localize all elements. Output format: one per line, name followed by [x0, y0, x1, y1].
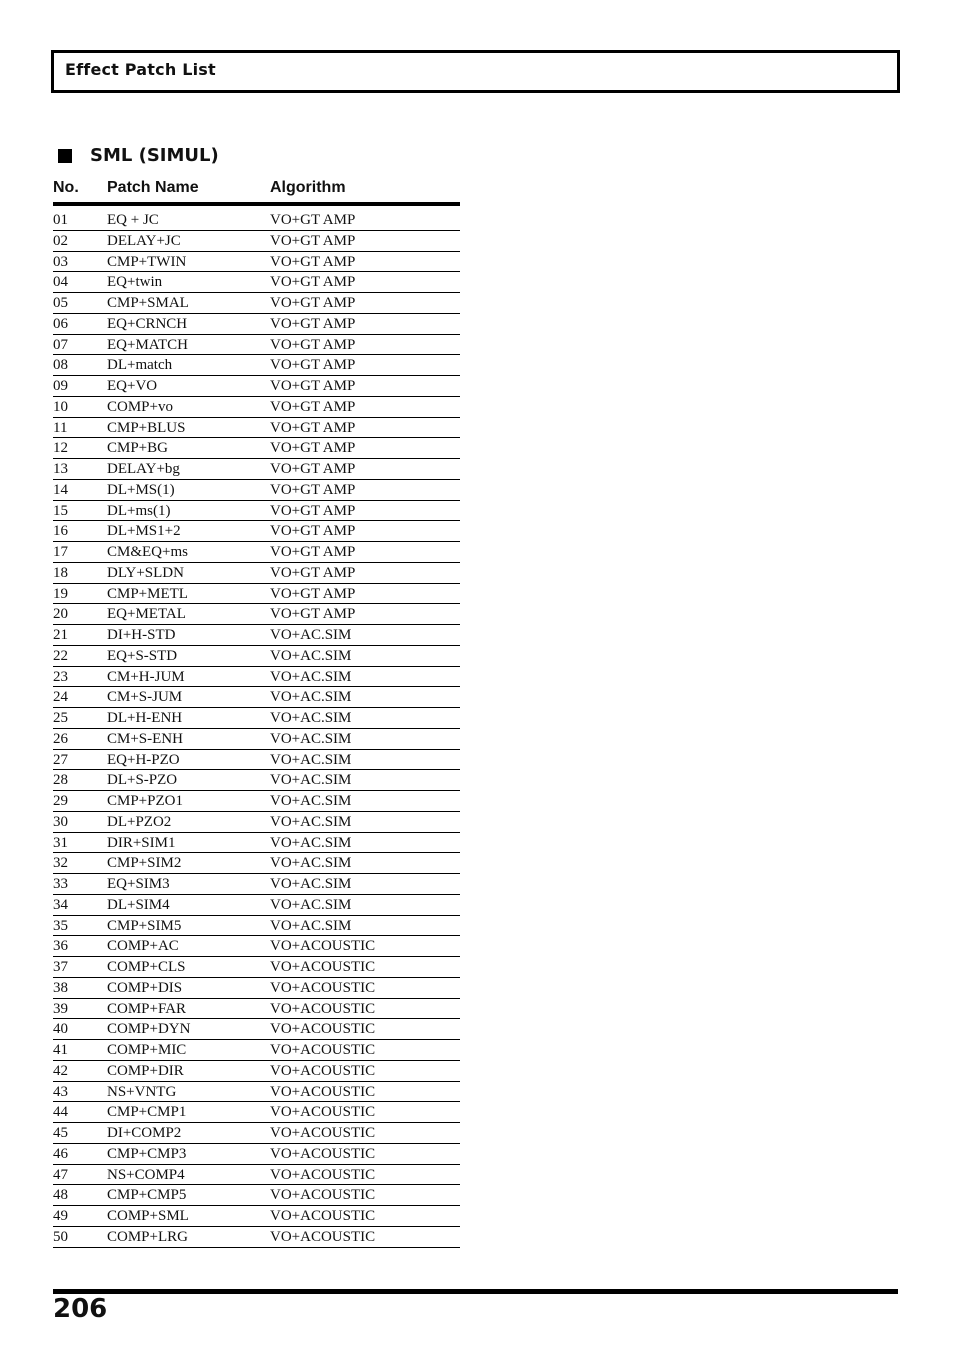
table-header [53, 178, 460, 206]
row-number: 37 [53, 959, 68, 975]
row-number: 33 [53, 876, 68, 892]
patch-name: DELAY+bg [107, 461, 180, 477]
algorithm: VO+AC.SIM [270, 896, 352, 913]
algorithm: VO+ACOUSTIC [270, 1125, 376, 1141]
row-number: 11 [53, 419, 68, 436]
table-row [53, 957, 460, 978]
table-row [53, 231, 460, 252]
patch-name: CMP+SIM2 [107, 855, 182, 872]
table-row [53, 335, 460, 356]
table-row [53, 397, 460, 418]
algorithm: VO+GT AMP [270, 212, 356, 228]
patch-name: EQ+S-STD [107, 647, 178, 664]
row-number: 28 [53, 772, 68, 789]
algorithm: VO+AC.SIM [270, 710, 352, 726]
algorithm: VO+ACOUSTIC [270, 1228, 376, 1245]
patch-name: COMP+DIR [107, 1062, 184, 1079]
row-number: 17 [53, 544, 68, 560]
table-row [53, 978, 460, 999]
table-row [53, 770, 460, 791]
row-number: 16 [53, 523, 68, 540]
row-number: 31 [53, 834, 68, 851]
table-row [53, 667, 460, 688]
table-row [53, 563, 460, 584]
algorithm: VO+GT AMP [270, 461, 356, 477]
table-row [53, 604, 460, 625]
algorithm: VO+GT AMP [270, 440, 356, 457]
table-row [53, 646, 460, 667]
table-row [53, 853, 460, 874]
table-row [53, 1185, 460, 1206]
algorithm: VO+AC.SIM [270, 668, 352, 685]
patch-name: CMP+CMP1 [107, 1104, 187, 1121]
row-number: 07 [53, 336, 68, 353]
algorithm: VO+GT AMP [270, 419, 356, 436]
row-number: 24 [53, 689, 68, 706]
algorithm: VO+GT AMP [270, 315, 356, 332]
patch-name: CM+H-JUM [107, 668, 185, 685]
row-number: 42 [53, 1062, 68, 1079]
table-row [53, 1040, 460, 1061]
table-row [53, 252, 460, 273]
row-number: 44 [53, 1104, 68, 1121]
row-number: 22 [53, 647, 68, 664]
algorithm: VO+ACOUSTIC [270, 1062, 376, 1079]
page-header [51, 50, 900, 93]
algorithm: VO+AC.SIM [270, 834, 352, 851]
patch-name: CMP+METL [107, 585, 188, 602]
algorithm: VO+GT AMP [270, 378, 356, 394]
row-number: 41 [53, 1042, 68, 1058]
algorithm: VO+GT AMP [270, 357, 356, 374]
table-row [53, 895, 460, 916]
table-row [53, 542, 460, 563]
row-number: 21 [53, 627, 68, 643]
algorithm: VO+ACOUSTIC [270, 1083, 376, 1100]
table-row [53, 1082, 460, 1103]
table-row [53, 272, 460, 293]
patch-table [53, 178, 460, 1248]
patch-name: CMP+CMP5 [107, 1187, 187, 1204]
row-number: 35 [53, 917, 68, 934]
patch-name: DIR+SIM1 [107, 834, 176, 851]
algorithm: VO+AC.SIM [270, 751, 352, 768]
patch-name: CM+S-ENH [107, 730, 183, 747]
patch-name: COMP+FAR [107, 1000, 187, 1017]
algorithm: VO+AC.SIM [270, 647, 352, 664]
row-number: 26 [53, 730, 68, 747]
patch-name: DL+PZO2 [107, 813, 172, 830]
patch-name: EQ+METAL [107, 606, 186, 623]
algorithm: VO+AC.SIM [270, 627, 352, 643]
patch-name: COMP+MIC [107, 1042, 187, 1058]
table-row [53, 418, 460, 439]
table-row [53, 1165, 460, 1186]
algorithm: VO+ACOUSTIC [270, 938, 376, 955]
column-header-algorithm: Algorithm [270, 179, 346, 196]
row-number: 27 [53, 751, 68, 768]
patch-name: CMP+BG [107, 440, 168, 457]
row-number: 45 [53, 1125, 68, 1141]
patch-name: COMP+CLS [107, 959, 186, 975]
patch-name: EQ+H-PZO [107, 751, 180, 768]
table-row [53, 438, 460, 459]
table-row [53, 1102, 460, 1123]
column-header-patch-name: Patch Name [107, 179, 199, 196]
patch-name: COMP+SML [107, 1208, 189, 1224]
patch-name: EQ+MATCH [107, 336, 188, 353]
table-row [53, 812, 460, 833]
patch-name: DLY+SLDN [107, 564, 184, 581]
table-row [53, 1123, 460, 1144]
patch-name: COMP+vo [107, 398, 173, 415]
table-row [53, 1061, 460, 1082]
algorithm: VO+ACOUSTIC [270, 959, 376, 975]
patch-name: NS+VNTG [107, 1083, 177, 1100]
table-row [53, 1227, 460, 1248]
table-row [53, 936, 460, 957]
patch-name: COMP+AC [107, 938, 179, 955]
patch-name: COMP+LRG [107, 1228, 188, 1245]
row-number: 04 [53, 274, 68, 291]
table-row [53, 480, 460, 501]
algorithm: VO+GT AMP [270, 502, 356, 519]
table-row [53, 729, 460, 750]
patch-name: CMP+PZO1 [107, 793, 183, 809]
row-number: 49 [53, 1208, 68, 1224]
patch-name: EQ + JC [107, 212, 159, 228]
row-number: 32 [53, 855, 68, 872]
patch-name: EQ+VO [107, 378, 158, 394]
row-number: 46 [53, 1145, 68, 1162]
algorithm: VO+ACOUSTIC [270, 1145, 376, 1162]
algorithm: VO+ACOUSTIC [270, 1187, 376, 1204]
patch-name: CM&EQ+ms [107, 544, 188, 560]
patch-name: DI+COMP2 [107, 1125, 182, 1141]
section-heading [58, 145, 219, 166]
column-header-no: No. [53, 179, 79, 196]
algorithm: VO+GT AMP [270, 585, 356, 602]
patch-name: CMP+CMP3 [107, 1145, 187, 1162]
table-row [53, 1206, 460, 1227]
table-row [53, 376, 460, 397]
row-number: 09 [53, 378, 68, 394]
row-number: 08 [53, 357, 68, 374]
table-row [53, 314, 460, 335]
row-number: 38 [53, 979, 68, 996]
row-number: 50 [53, 1228, 68, 1245]
algorithm: VO+GT AMP [270, 398, 356, 415]
algorithm: VO+ACOUSTIC [270, 1166, 376, 1183]
patch-name: EQ+twin [107, 274, 163, 291]
algorithm: VO+GT AMP [270, 523, 356, 540]
row-number: 18 [53, 564, 68, 581]
page-number: 206 [53, 1294, 108, 1324]
patch-name: DELAY+JC [107, 232, 181, 249]
table-row [53, 999, 460, 1020]
patch-name: EQ+SIM3 [107, 876, 170, 892]
row-number: 06 [53, 315, 68, 332]
algorithm: VO+GT AMP [270, 274, 356, 291]
patch-name: DL+H-ENH [107, 710, 183, 726]
table-row [53, 625, 460, 646]
algorithm: VO+ACOUSTIC [270, 1042, 376, 1058]
row-number: 40 [53, 1021, 68, 1038]
table-row [53, 1144, 460, 1165]
patch-name: COMP+DIS [107, 979, 183, 996]
section-title: SML (SIMUL) [90, 145, 219, 166]
table-row [53, 1019, 460, 1040]
row-number: 14 [53, 481, 68, 498]
patch-name: DL+S-PZO [107, 772, 178, 789]
table-row [53, 687, 460, 708]
row-number: 47 [53, 1166, 68, 1183]
table-row [53, 791, 460, 812]
algorithm: VO+AC.SIM [270, 793, 352, 809]
row-number: 01 [53, 212, 68, 228]
algorithm: VO+GT AMP [270, 544, 356, 560]
patch-name: COMP+DYN [107, 1021, 191, 1038]
row-number: 19 [53, 585, 68, 602]
patch-name: DL+match [107, 357, 173, 374]
table-row [53, 833, 460, 854]
patch-name: CMP+TWIN [107, 253, 187, 270]
black-square-icon [58, 149, 72, 163]
row-number: 39 [53, 1000, 68, 1017]
table-row [53, 874, 460, 895]
footer-rule [53, 1289, 898, 1294]
table-row [53, 708, 460, 729]
table-row [53, 459, 460, 480]
algorithm: VO+AC.SIM [270, 730, 352, 747]
patch-name: DL+ms(1) [107, 502, 171, 519]
row-number: 23 [53, 668, 68, 685]
row-number: 25 [53, 710, 68, 726]
row-number: 05 [53, 295, 68, 311]
patch-name: NS+COMP4 [107, 1166, 185, 1183]
row-number: 12 [53, 440, 68, 457]
row-number: 43 [53, 1083, 68, 1100]
patch-name: CMP+SIM5 [107, 917, 182, 934]
table-row [53, 584, 460, 605]
algorithm: VO+GT AMP [270, 253, 356, 270]
algorithm: VO+AC.SIM [270, 813, 352, 830]
row-number: 29 [53, 793, 68, 809]
algorithm: VO+GT AMP [270, 481, 356, 498]
algorithm: VO+GT AMP [270, 564, 356, 581]
algorithm: VO+GT AMP [270, 295, 356, 311]
table-row [53, 355, 460, 376]
algorithm: VO+GT AMP [270, 232, 356, 249]
patch-name: DL+MS1+2 [107, 523, 181, 540]
row-number: 03 [53, 253, 68, 270]
patch-name: CMP+BLUS [107, 419, 186, 436]
table-row [53, 293, 460, 314]
row-number: 02 [53, 232, 68, 249]
algorithm: VO+ACOUSTIC [270, 1104, 376, 1121]
algorithm: VO+ACOUSTIC [270, 1208, 376, 1224]
patch-name: DL+MS(1) [107, 481, 175, 498]
algorithm: VO+AC.SIM [270, 855, 352, 872]
patch-name: CM+S-JUM [107, 689, 183, 706]
patch-name: EQ+CRNCH [107, 315, 188, 332]
algorithm: VO+AC.SIM [270, 876, 352, 892]
table-row [53, 916, 460, 937]
row-number: 15 [53, 502, 68, 519]
row-number: 36 [53, 938, 68, 955]
patch-name: DL+SIM4 [107, 896, 170, 913]
table-row [53, 521, 460, 542]
table-row [53, 210, 460, 231]
row-number: 30 [53, 813, 68, 830]
algorithm: VO+ACOUSTIC [270, 1000, 376, 1017]
algorithm: VO+AC.SIM [270, 689, 352, 706]
header-title: Effect Patch List [65, 60, 216, 79]
algorithm: VO+AC.SIM [270, 772, 352, 789]
algorithm: VO+GT AMP [270, 606, 356, 623]
patch-name: CMP+SMAL [107, 295, 189, 311]
patch-name: DI+H-STD [107, 627, 176, 643]
row-number: 20 [53, 606, 68, 623]
row-number: 34 [53, 896, 68, 913]
algorithm: VO+ACOUSTIC [270, 1021, 376, 1038]
row-number: 13 [53, 461, 68, 477]
table-row [53, 750, 460, 771]
row-number: 48 [53, 1187, 68, 1204]
algorithm: VO+AC.SIM [270, 917, 352, 934]
algorithm: VO+GT AMP [270, 336, 356, 353]
table-body [53, 210, 460, 1248]
algorithm: VO+ACOUSTIC [270, 979, 376, 996]
table-row [53, 501, 460, 522]
row-number: 10 [53, 398, 68, 415]
